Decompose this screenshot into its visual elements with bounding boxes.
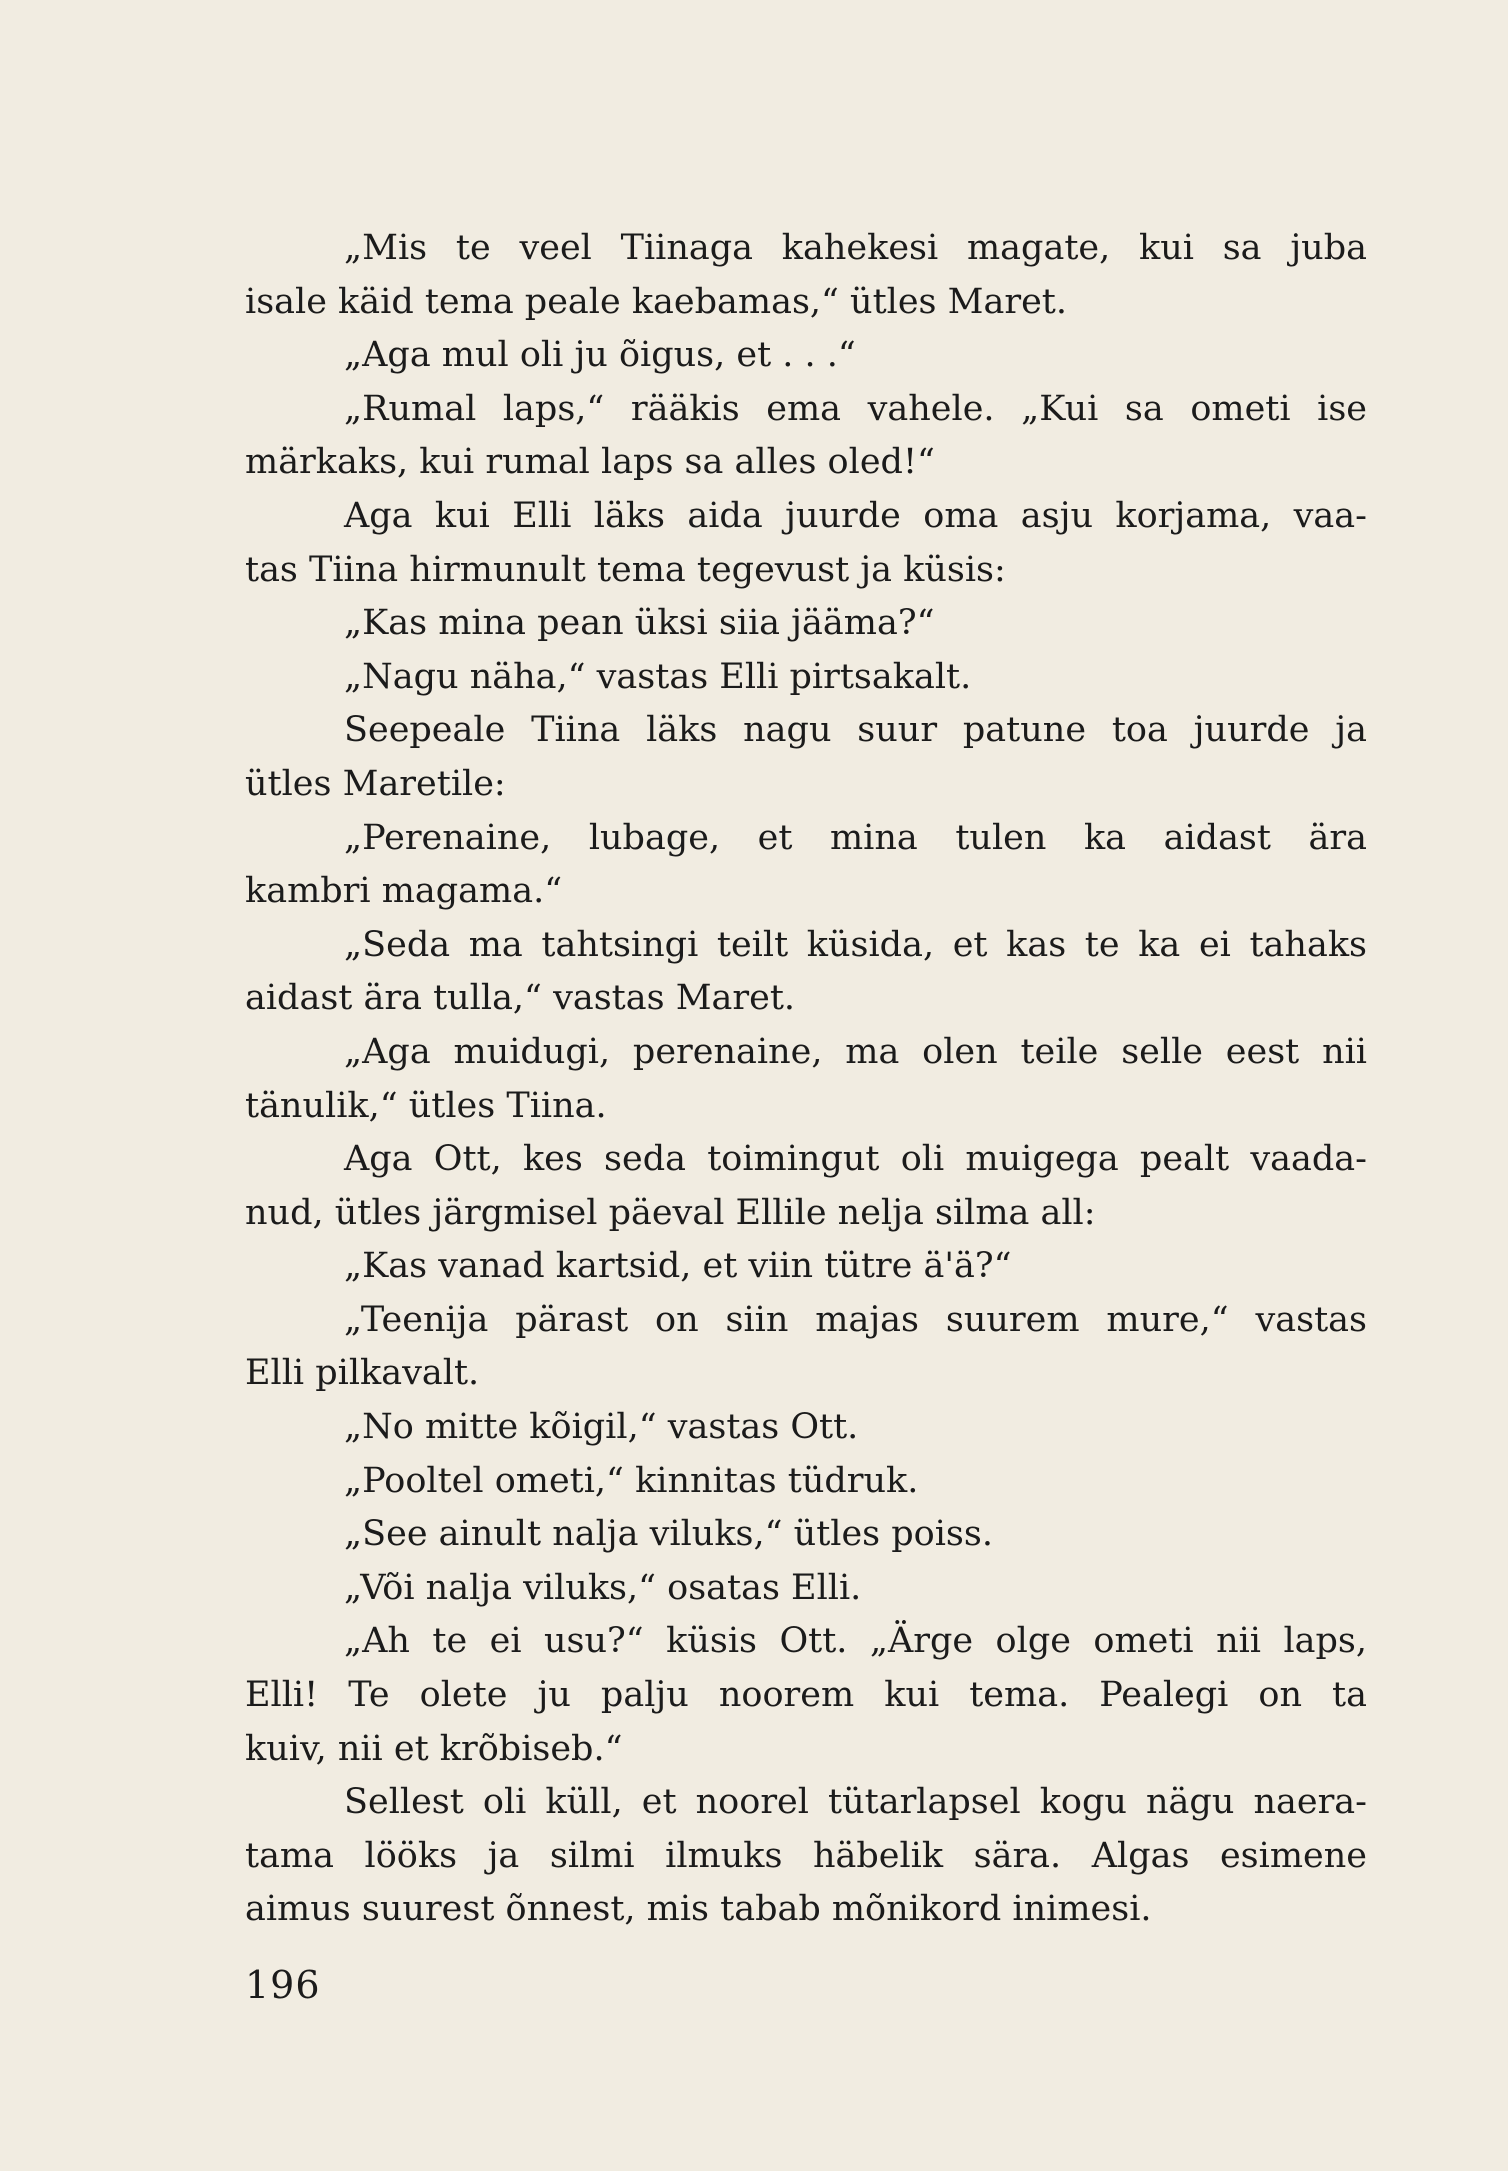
text-line: tama lööks ja silmi ilmuks häbelik sära. Algas esimene (245, 1835, 1367, 1876)
text-line: „No mitte kõigil,“ vastas Ott. (344, 1407, 859, 1448)
text-line: Seepeale Tiina läks nagu suur patune toa juurde ja (344, 710, 1367, 751)
text-line: Aga kui Elli läks aida juurde oma asju korjama, vaa- (344, 495, 1367, 536)
text-line: „Või nalja viluks,“ osatas Elli. (344, 1567, 862, 1608)
text-line: märkaks, kui rumal laps sa alles oled!“ (245, 442, 935, 483)
text-line: Elli! Te olete ju palju noorem kui tema. Pealegi on ta (245, 1675, 1367, 1716)
text-line: „Aga muidugi, perenaine, ma olen teile selle eest nii (344, 1031, 1367, 1072)
text-line: „Nagu näha,“ vastas Elli pirtsakalt. (344, 656, 972, 697)
text-line: „Perenaine, lubage, et mina tulen ka aidast ära (344, 817, 1367, 858)
text-line: Aga Ott, kes seda toimingut oli muigega pealt vaada- (344, 1139, 1367, 1180)
text-line: „Rumal laps,“ rääkis ema vahele. „Kui sa ometi ise (344, 388, 1367, 429)
text-line: nud, ütles järgmisel päeval Ellile nelja silma all: (245, 1192, 1096, 1233)
text-line: „Seda ma tahtsingi teilt küsida, et kas te ka ei tahaks (344, 924, 1367, 965)
text-line: „Kas mina pean üksi siia jääma?“ (344, 603, 935, 644)
text-line: „See ainult nalja viluks,“ ütles poiss. (344, 1514, 993, 1555)
text-line: kuiv, nii et krõbiseb.“ (245, 1728, 623, 1769)
text-line: „Pooltel ometi,“ kinnitas tüdruk. (344, 1460, 919, 1501)
page-number: 196 (245, 1963, 321, 2007)
text-line: aidast ära tulla,“ vastas Maret. (245, 978, 796, 1019)
text-line: „Teenija pärast on siin majas suurem mure,“ vastas (344, 1299, 1367, 1340)
text-line: „Mis te veel Tiinaga kahekesi magate, kui sa juba (344, 228, 1367, 268)
text-line: kambri magama.“ (245, 871, 563, 912)
text-line: tas Tiina hirmunult tema tegevust ja küsis: (245, 549, 1006, 590)
text-line: Elli pilkavalt. (245, 1353, 480, 1394)
text-line: Sellest oli küll, et noorel tütarlapsel kogu nägu naera- (344, 1782, 1367, 1823)
text-line: aimus suurest õnnest, mis tabab mõnikord inimesi. (245, 1889, 1152, 1930)
text-line: „Ah te ei usu?“ küsis Ott. „Ärge olge ometi nii laps, (344, 1621, 1367, 1662)
text-line: ütles Maretile: (245, 763, 506, 804)
text-line: isale käid tema peale kaebamas,“ ütles Maret. (245, 281, 1067, 322)
text-line: tänulik,“ ütles Tiina. (245, 1085, 607, 1126)
text-line: „Kas vanad kartsid, et viin tütre ä'ä?“ (344, 1246, 1012, 1287)
page-text (245, 222, 1367, 1937)
text-line: „Aga mul oli ju õigus, et . . .“ (344, 335, 856, 376)
